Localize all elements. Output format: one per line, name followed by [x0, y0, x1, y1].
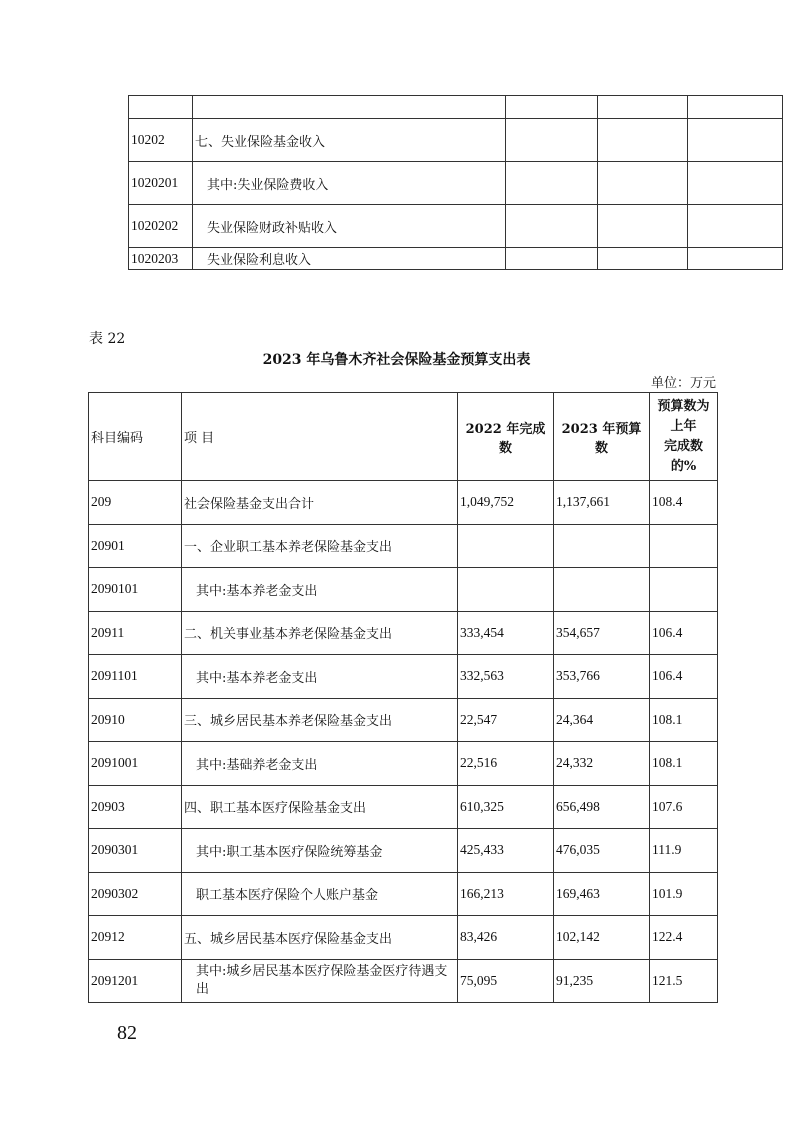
table-title: 2023 年乌鲁木齐社会保险基金预算支出表	[262, 352, 531, 368]
row-code: 20911	[89, 611, 182, 655]
row-percent	[650, 524, 718, 568]
row-code: 1020201	[129, 162, 193, 205]
row-code: 1020203	[129, 248, 193, 270]
row-code: 20903	[89, 785, 182, 829]
header-budget-2023: 2023 年预算数	[554, 393, 650, 481]
row-percent: 101.9	[650, 872, 718, 916]
row-code: 2091201	[89, 959, 182, 1003]
header-code: 科目编码	[89, 393, 182, 481]
row-budget-2023	[554, 568, 650, 612]
row-percent: 111.9	[650, 829, 718, 873]
header-completed-2022: 2022 年完成数	[458, 393, 554, 481]
row-code: 2091001	[89, 742, 182, 786]
table-row	[89, 742, 718, 786]
row-budget-2023: 656,498	[554, 785, 650, 829]
row-code: 2091101	[89, 655, 182, 699]
row-completed-2022: 610,325	[458, 785, 554, 829]
row-code: 209	[89, 481, 182, 525]
header-ratio-line: 预算数为	[657, 398, 710, 414]
row-completed-2022	[458, 568, 554, 612]
row-budget-2023: 91,235	[554, 959, 650, 1003]
row-budget-2023: 353,766	[554, 655, 650, 699]
row-item: 其中:基本养老金支出	[182, 655, 458, 699]
row-item	[193, 96, 506, 119]
row-budget-2023: 1,137,661	[554, 481, 650, 525]
row-completed-2022: 75,095	[458, 959, 554, 1003]
row-item: 其中:城乡居民基本医疗保险基金医疗待遇支出	[182, 959, 458, 1003]
row-item: 二、机关事业基本养老保险基金支出	[182, 611, 458, 655]
row-completed-2022: 332,563	[458, 655, 554, 699]
table-row	[89, 568, 718, 612]
row-item: 其中:职工基本医疗保险统筹基金	[182, 829, 458, 873]
header-ratio-line: 上年	[670, 418, 697, 434]
table-row	[89, 611, 718, 655]
row-budget-2023	[554, 524, 650, 568]
row-item: 四、职工基本医疗保险基金支出	[182, 785, 458, 829]
row-item: 五、城乡居民基本医疗保险基金支出	[182, 916, 458, 960]
table-row	[129, 96, 783, 119]
row-completed-2022: 166,213	[458, 872, 554, 916]
expenditure-table	[88, 392, 718, 1003]
row-item: 失业保险利息收入	[193, 248, 506, 270]
row-completed-2022: 1,049,752	[458, 481, 554, 525]
row-item: 一、企业职工基本养老保险基金支出	[182, 524, 458, 568]
row-percent: 107.6	[650, 785, 718, 829]
page-number: 82	[117, 1022, 137, 1044]
table-row	[89, 524, 718, 568]
row-code: 20910	[89, 698, 182, 742]
table-row	[89, 655, 718, 699]
row-item: 七、失业保险基金收入	[193, 119, 506, 162]
table-row	[129, 205, 783, 248]
row-item: 其中:基本养老金支出	[182, 568, 458, 612]
row-budget-2023: 354,657	[554, 611, 650, 655]
row-code: 2090101	[89, 568, 182, 612]
row-budget-2023: 24,332	[554, 742, 650, 786]
row-code: 20912	[89, 916, 182, 960]
row-code	[129, 96, 193, 119]
table-row	[129, 162, 783, 205]
row-code: 2090302	[89, 872, 182, 916]
row-budget-2023: 476,035	[554, 829, 650, 873]
row-completed-2022: 22,547	[458, 698, 554, 742]
row-item: 三、城乡居民基本养老保险基金支出	[182, 698, 458, 742]
table-row	[89, 872, 718, 916]
table-row	[89, 959, 718, 1003]
row-item: 社会保险基金支出合计	[182, 481, 458, 525]
row-completed-2022: 425,433	[458, 829, 554, 873]
row-code: 20901	[89, 524, 182, 568]
row-percent: 122.4	[650, 916, 718, 960]
header-item: 项 目	[182, 393, 458, 481]
row-percent: 106.4	[650, 655, 718, 699]
table-row	[129, 119, 783, 162]
row-code: 10202	[129, 119, 193, 162]
table-row	[89, 785, 718, 829]
table-row	[89, 698, 718, 742]
row-completed-2022: 22,516	[458, 742, 554, 786]
continuation-table	[128, 95, 783, 270]
row-budget-2023: 169,463	[554, 872, 650, 916]
row-code: 1020202	[129, 205, 193, 248]
row-percent: 108.1	[650, 698, 718, 742]
header-ratio-line: 的%	[670, 458, 697, 474]
row-completed-2022	[458, 524, 554, 568]
table-row	[89, 829, 718, 873]
row-item: 失业保险财政补贴收入	[193, 205, 506, 248]
row-item: 其中:失业保险费收入	[193, 162, 506, 205]
table-row	[89, 481, 718, 525]
row-percent: 106.4	[650, 611, 718, 655]
row-completed-2022: 333,454	[458, 611, 554, 655]
unit-label: 单位：万元	[650, 376, 716, 391]
row-percent: 121.5	[650, 959, 718, 1003]
row-completed-2022: 83,426	[458, 916, 554, 960]
header-row	[89, 393, 718, 481]
table-row	[129, 248, 783, 270]
row-percent	[650, 568, 718, 612]
row-item: 其中:基础养老金支出	[182, 742, 458, 786]
table-row	[89, 916, 718, 960]
header-ratio-line: 完成数	[663, 438, 703, 454]
header-ratio	[650, 393, 718, 481]
row-code: 2090301	[89, 829, 182, 873]
row-budget-2023: 24,364	[554, 698, 650, 742]
row-percent: 108.1	[650, 742, 718, 786]
row-percent: 108.4	[650, 481, 718, 525]
row-item: 职工基本医疗保险个人账户基金	[182, 872, 458, 916]
row-budget-2023: 102,142	[554, 916, 650, 960]
table-label: 表 22	[89, 331, 126, 347]
